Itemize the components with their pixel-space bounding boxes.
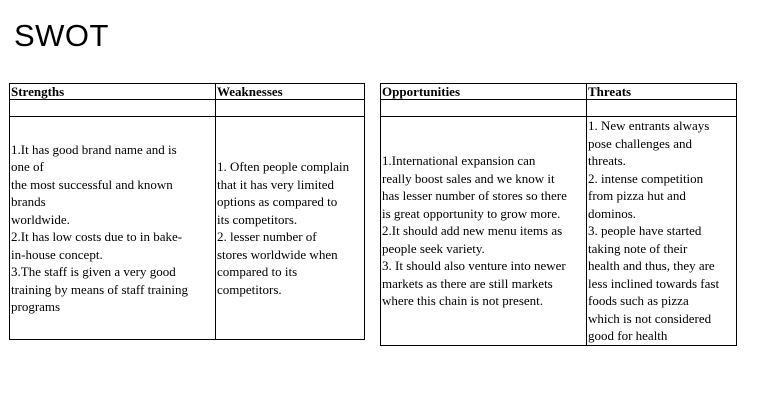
cell-text-line: programs xyxy=(11,299,61,314)
cell-text-line: 1.It has good brand name and is xyxy=(11,141,177,157)
strengths-cell xyxy=(10,117,216,340)
cell-text-line: which is not considered xyxy=(588,310,712,326)
opportunities-cell xyxy=(381,117,587,346)
cell-text-line: the most successful and known xyxy=(11,176,173,192)
cell-text-line: compared to its xyxy=(217,264,298,279)
cell-text-line: people seek variety. xyxy=(382,240,485,256)
cell-text-line: 2.It should add new menu items as xyxy=(382,223,563,238)
cell-text-line: 1. Often people complain xyxy=(217,159,350,174)
cell-text-line: 1. New entrants always xyxy=(588,118,710,133)
empty-cell xyxy=(587,100,737,117)
cell-text-line: threats. xyxy=(588,153,626,168)
cell-text-line: that it has very limited xyxy=(217,176,334,192)
cell-text-line: 3. It should also venture into newer xyxy=(382,258,566,273)
cell-text-line: in-house concept. xyxy=(11,246,103,262)
cell-text-line: where this chain is not present. xyxy=(382,293,544,308)
strengths-weaknesses-table xyxy=(9,83,365,340)
cell-text-line: 2. lesser number of xyxy=(217,229,317,244)
threats-header: Threats xyxy=(587,84,737,100)
empty-cell xyxy=(216,100,365,117)
empty-cell xyxy=(381,100,587,117)
cell-text-line: 2. intense competition xyxy=(588,170,704,186)
threats-cell xyxy=(587,117,737,346)
cell-text-line: foods such as pizza xyxy=(588,293,689,308)
cell-text-line: its competitors. xyxy=(217,211,298,227)
cell-text-line: taking note of their xyxy=(588,240,688,256)
cell-text-line: 1.International expansion can xyxy=(382,153,536,168)
cell-text-line: from pizza hut and xyxy=(588,188,686,203)
cell-text-line: is great opportunity to grow more. xyxy=(382,205,561,221)
cell-text-line: competitors. xyxy=(217,281,282,297)
page-title: SWOT xyxy=(14,18,109,53)
cell-text-line: training by means of staff training xyxy=(11,281,189,297)
cell-text-line: worldwide. xyxy=(11,211,70,227)
cell-text-line: dominos. xyxy=(588,205,637,221)
cell-text-line: 3. people have started xyxy=(588,223,702,238)
cell-text-line: good for health xyxy=(588,328,668,343)
empty-cell xyxy=(10,100,216,117)
weaknesses-cell xyxy=(216,117,365,340)
cell-text-line: markets as there are still markets xyxy=(382,275,553,291)
cell-text-line: options as compared to xyxy=(217,194,338,209)
opportunities-header: Opportunities xyxy=(381,84,587,100)
cell-text-line: 2.It has low costs due to in bake- xyxy=(11,229,183,244)
opportunities-threats-table xyxy=(380,83,737,346)
cell-text-line: stores worldwide when xyxy=(217,246,338,262)
cell-text-line: pose challenges and xyxy=(588,135,692,151)
cell-text-line: one of xyxy=(11,159,44,174)
cell-text-line: 3.The staff is given a very good xyxy=(11,264,176,279)
weaknesses-header: Weaknesses xyxy=(216,84,365,100)
strengths-header: Strengths xyxy=(10,84,216,100)
cell-text-line: brands xyxy=(11,194,46,209)
cell-text-line: really boost sales and we know it xyxy=(382,170,555,186)
cell-text-line: less inclined towards fast xyxy=(588,275,720,291)
cell-text-line: health and thus, they are xyxy=(588,258,715,273)
cell-text-line: has lesser number of stores so there xyxy=(382,188,567,203)
